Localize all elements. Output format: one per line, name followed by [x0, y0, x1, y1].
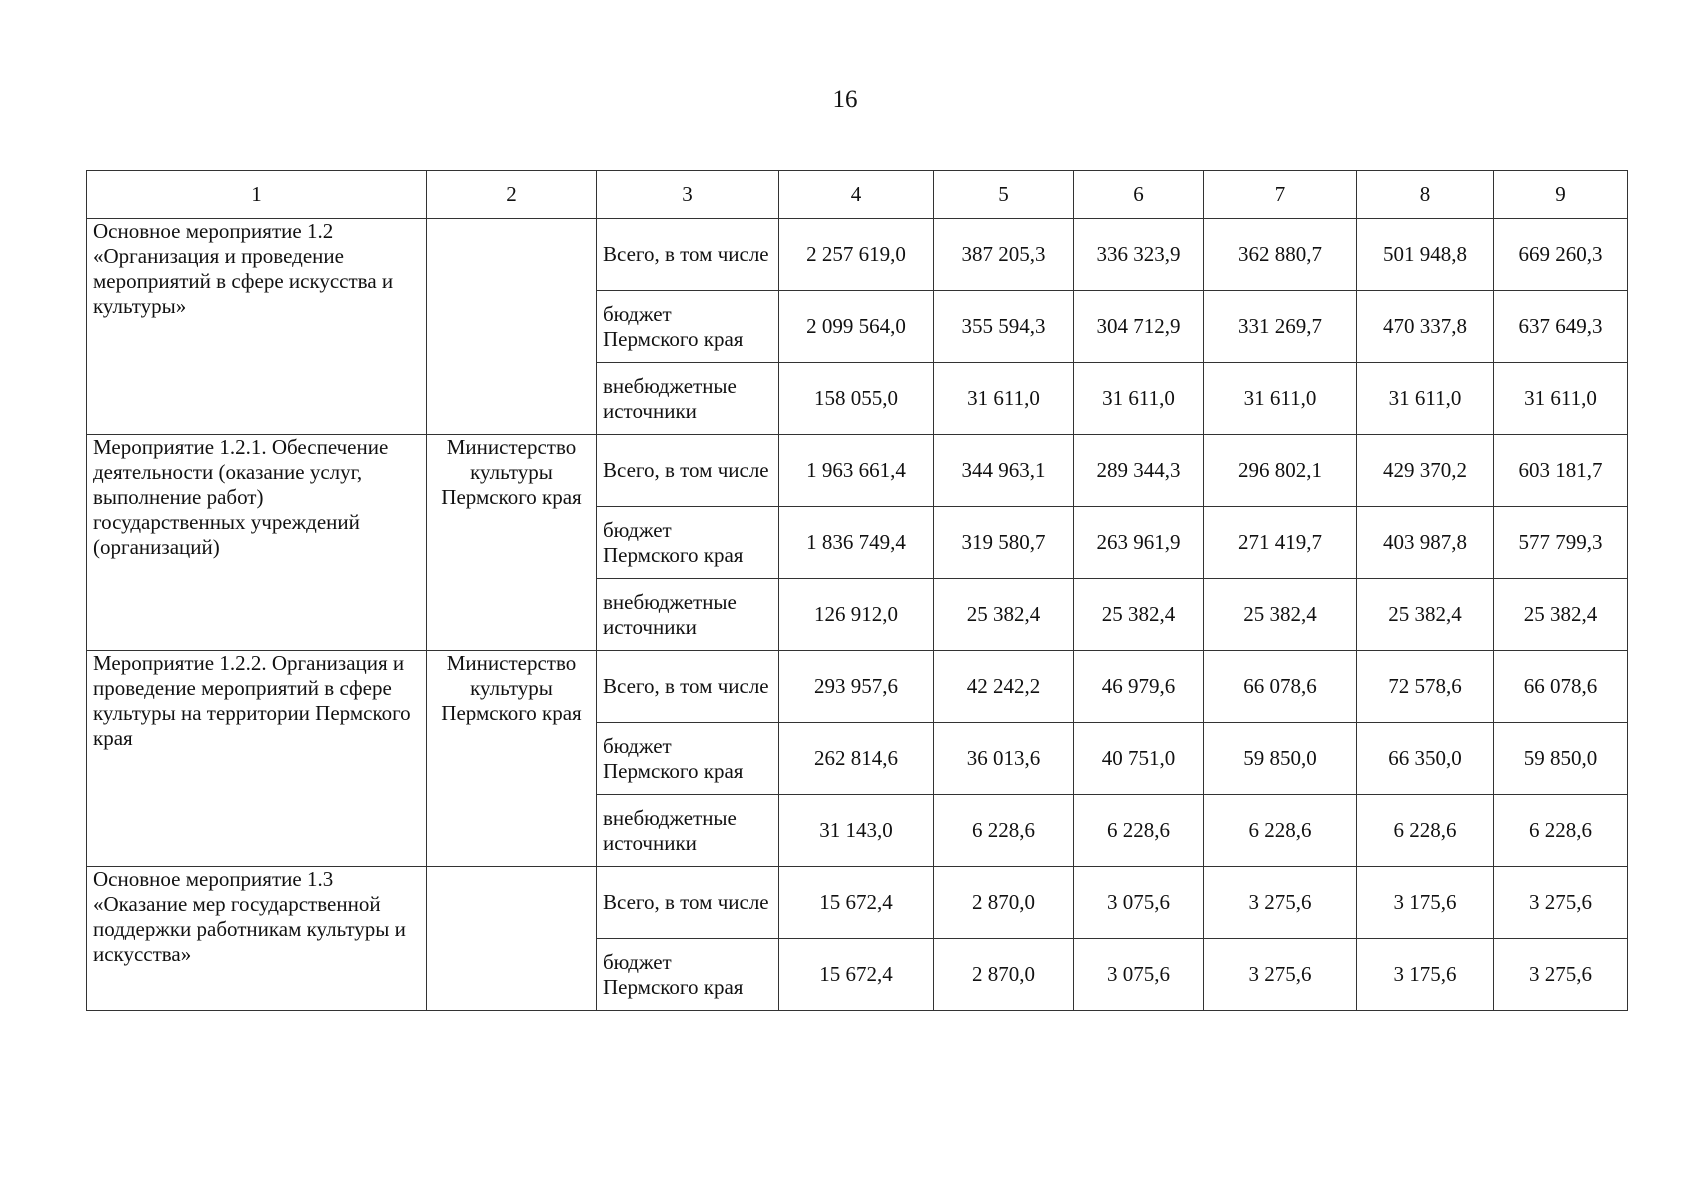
value-cell: 319 580,7 [934, 507, 1074, 579]
value-cell: 31 611,0 [1204, 363, 1357, 435]
value-cell: 293 957,6 [779, 651, 934, 723]
value-cell: 1 836 749,4 [779, 507, 934, 579]
value-cell: 6 228,6 [1357, 795, 1494, 867]
funding-source: внебюджетные источники [597, 579, 779, 651]
value-cell: 66 078,6 [1494, 651, 1628, 723]
value-cell: 403 987,8 [1357, 507, 1494, 579]
value-cell: 31 611,0 [934, 363, 1074, 435]
funding-source: бюджет Пермского края [597, 939, 779, 1011]
value-cell: 25 382,4 [1494, 579, 1628, 651]
value-cell: 3 275,6 [1204, 939, 1357, 1011]
value-cell: 344 963,1 [934, 435, 1074, 507]
value-cell: 470 337,8 [1357, 291, 1494, 363]
page-number: 16 [832, 86, 858, 113]
value-cell: 2 257 619,0 [779, 219, 934, 291]
value-cell: 36 013,6 [934, 723, 1074, 795]
executor: Министерство культуры Пермского края [427, 435, 597, 651]
budget-table [86, 170, 1628, 1011]
funding-source: бюджет Пермского края [597, 507, 779, 579]
header-row [87, 171, 1628, 219]
column-header: 5 [934, 171, 1074, 219]
value-cell: 637 649,3 [1494, 291, 1628, 363]
column-header: 7 [1204, 171, 1357, 219]
value-cell: 289 344,3 [1074, 435, 1204, 507]
table-row [87, 867, 1628, 939]
value-cell: 25 382,4 [1204, 579, 1357, 651]
executor: Министерство культуры Пермского края [427, 651, 597, 867]
table-row [87, 219, 1628, 291]
value-cell: 158 055,0 [779, 363, 934, 435]
executor [427, 867, 597, 1011]
value-cell: 66 350,0 [1357, 723, 1494, 795]
funding-source: Всего, в том числе [597, 219, 779, 291]
column-header: 4 [779, 171, 934, 219]
value-cell: 31 611,0 [1074, 363, 1204, 435]
table-row [87, 435, 1628, 507]
funding-source: бюджет Пермского края [597, 723, 779, 795]
column-header: 3 [597, 171, 779, 219]
value-cell: 1 963 661,4 [779, 435, 934, 507]
value-cell: 6 228,6 [1494, 795, 1628, 867]
activity-name: Основное мероприятие 1.3 «Оказание мер государственной поддержки работникам культуры и искусства» [87, 867, 427, 1011]
value-cell: 3 175,6 [1357, 939, 1494, 1011]
value-cell: 3 075,6 [1074, 939, 1204, 1011]
value-cell: 59 850,0 [1204, 723, 1357, 795]
value-cell: 2 870,0 [934, 939, 1074, 1011]
value-cell: 296 802,1 [1204, 435, 1357, 507]
executor [427, 219, 597, 435]
value-cell: 2 099 564,0 [779, 291, 934, 363]
value-cell: 31 611,0 [1494, 363, 1628, 435]
value-cell: 6 228,6 [1204, 795, 1357, 867]
value-cell: 429 370,2 [1357, 435, 1494, 507]
value-cell: 31 611,0 [1357, 363, 1494, 435]
value-cell: 336 323,9 [1074, 219, 1204, 291]
value-cell: 46 979,6 [1074, 651, 1204, 723]
value-cell: 40 751,0 [1074, 723, 1204, 795]
value-cell: 362 880,7 [1204, 219, 1357, 291]
value-cell: 25 382,4 [1357, 579, 1494, 651]
value-cell: 66 078,6 [1204, 651, 1357, 723]
value-cell: 387 205,3 [934, 219, 1074, 291]
value-cell: 577 799,3 [1494, 507, 1628, 579]
value-cell: 669 260,3 [1494, 219, 1628, 291]
value-cell: 501 948,8 [1357, 219, 1494, 291]
value-cell: 3 175,6 [1357, 867, 1494, 939]
value-cell: 603 181,7 [1494, 435, 1628, 507]
activity-name: Основное мероприятие 1.2 «Организация и проведение мероприятий в сфере искусства и культуры» [87, 219, 427, 435]
column-header: 1 [87, 171, 427, 219]
value-cell: 25 382,4 [934, 579, 1074, 651]
value-cell: 3 275,6 [1494, 867, 1628, 939]
value-cell: 126 912,0 [779, 579, 934, 651]
value-cell: 304 712,9 [1074, 291, 1204, 363]
column-header: 8 [1357, 171, 1494, 219]
value-cell: 355 594,3 [934, 291, 1074, 363]
value-cell: 262 814,6 [779, 723, 934, 795]
funding-source: внебюджетные источники [597, 795, 779, 867]
value-cell: 25 382,4 [1074, 579, 1204, 651]
value-cell: 72 578,6 [1357, 651, 1494, 723]
value-cell: 59 850,0 [1494, 723, 1628, 795]
funding-source: Всего, в том числе [597, 435, 779, 507]
funding-source: Всего, в том числе [597, 651, 779, 723]
funding-source: внебюджетные источники [597, 363, 779, 435]
value-cell: 3 275,6 [1204, 867, 1357, 939]
value-cell: 2 870,0 [934, 867, 1074, 939]
column-header: 2 [427, 171, 597, 219]
value-cell: 3 075,6 [1074, 867, 1204, 939]
value-cell: 42 242,2 [934, 651, 1074, 723]
funding-source: Всего, в том числе [597, 867, 779, 939]
value-cell: 331 269,7 [1204, 291, 1357, 363]
value-cell: 15 672,4 [779, 939, 934, 1011]
column-header: 9 [1494, 171, 1628, 219]
value-cell: 6 228,6 [1074, 795, 1204, 867]
value-cell: 31 143,0 [779, 795, 934, 867]
funding-source: бюджет Пермского края [597, 291, 779, 363]
activity-name: Мероприятие 1.2.2. Организация и проведение мероприятий в сфере культуры на территории Пермского края [87, 651, 427, 867]
value-cell: 6 228,6 [934, 795, 1074, 867]
table-row [87, 651, 1628, 723]
column-header: 6 [1074, 171, 1204, 219]
value-cell: 271 419,7 [1204, 507, 1357, 579]
activity-name: Мероприятие 1.2.1. Обеспечение деятельности (оказание услуг, выполнение работ) государственных учреждений (организаций) [87, 435, 427, 651]
value-cell: 263 961,9 [1074, 507, 1204, 579]
value-cell: 15 672,4 [779, 867, 934, 939]
value-cell: 3 275,6 [1494, 939, 1628, 1011]
